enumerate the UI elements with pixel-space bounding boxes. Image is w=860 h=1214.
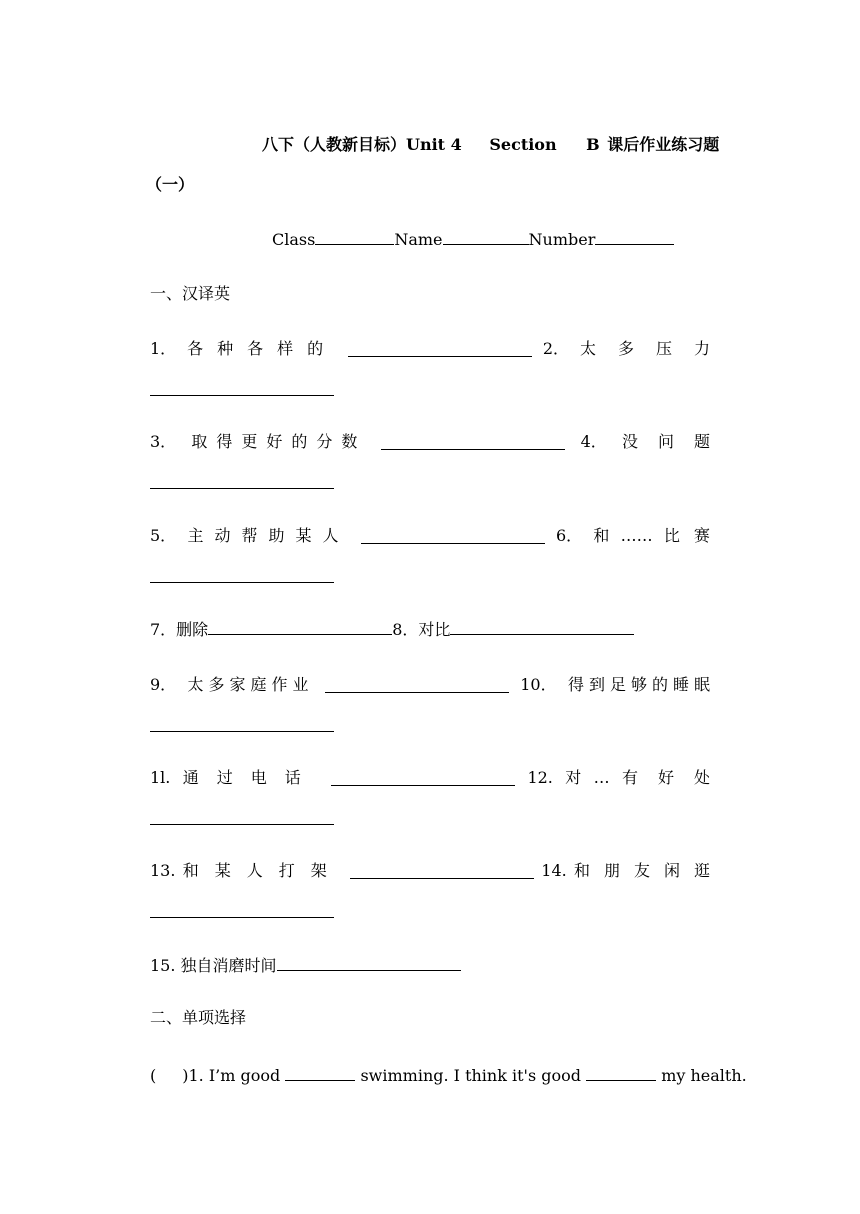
q5-answer-blank[interactable] xyxy=(361,527,545,544)
q5-number: 5． xyxy=(150,526,177,545)
q2-prompt: 太多压力 xyxy=(579,339,732,358)
q9-number: 9． xyxy=(150,675,177,694)
q6-prompt-b: …… xyxy=(620,526,653,545)
q6-answer-blank[interactable] xyxy=(150,582,334,583)
q2-answer-blank[interactable] xyxy=(150,395,334,396)
name-label: Name xyxy=(394,230,443,249)
q11-prompt: 通过电话 xyxy=(182,768,319,787)
q13-prompt: 和某人打架 xyxy=(182,861,343,880)
question-row-11-12 xyxy=(150,768,730,787)
document-title-line2: （一） xyxy=(146,175,195,194)
class-blank[interactable] xyxy=(315,230,394,245)
q10-prompt: 得到足够的睡眠 xyxy=(567,675,715,694)
number-label: Number xyxy=(528,230,596,249)
question-row-1-2 xyxy=(150,339,732,358)
q2-number: 2． xyxy=(542,339,570,358)
title-part-b: B xyxy=(586,135,600,154)
question-row-3-4 xyxy=(150,432,730,451)
section-heading-translation: 一、汉译英 xyxy=(150,284,231,303)
q8-prompt: 8．对比 xyxy=(392,620,451,639)
q15-answer-blank[interactable] xyxy=(277,956,461,971)
q4-answer-blank[interactable] xyxy=(150,488,334,489)
q3-number: 3． xyxy=(150,432,177,451)
q5-prompt: 主动帮助某人 xyxy=(187,526,350,545)
q6-prompt-c: 比赛 xyxy=(663,526,724,545)
document-title xyxy=(262,137,719,153)
q1-answer-blank[interactable] xyxy=(348,340,532,357)
q1-prompt: 各种各样的 xyxy=(187,339,338,358)
section-heading-multiple-choice: 二、单项选择 xyxy=(150,1008,247,1027)
q1-number: 1． xyxy=(150,339,177,358)
q13-number: 13. xyxy=(150,861,176,880)
q3-prompt: 取得更好的分数 xyxy=(191,432,367,451)
q13-answer-blank[interactable] xyxy=(350,862,534,879)
question-row-15 xyxy=(150,956,461,974)
question-row-7-8 xyxy=(150,620,634,638)
q10-number: 10． xyxy=(520,675,557,694)
q10-answer-blank[interactable] xyxy=(150,731,334,732)
question-row-13-14 xyxy=(150,861,724,880)
mc-q1-text-a: )1. I’m good xyxy=(182,1066,281,1085)
mc-q1-blank-1[interactable] xyxy=(285,1066,355,1081)
number-blank[interactable] xyxy=(595,230,674,245)
q7-answer-blank[interactable] xyxy=(208,620,392,635)
mc-q1-blank-2[interactable] xyxy=(586,1066,656,1081)
q11-answer-blank[interactable] xyxy=(331,769,515,786)
q15-prompt: 15. 独自消磨时间 xyxy=(150,956,277,975)
title-part-unit: 八下（人教新目标）Unit 4 xyxy=(262,135,462,154)
q12-prompt-b: … xyxy=(593,768,610,787)
mc-q1-text-c: my health. xyxy=(661,1066,747,1085)
question-row-5-6 xyxy=(150,526,724,545)
class-label: Class xyxy=(272,230,316,249)
q4-prompt: 没问题 xyxy=(621,432,730,451)
q6-prompt-a: 和 xyxy=(593,526,610,545)
mc-question-1 xyxy=(150,1066,747,1084)
mc-q1-text-b: swimming. I think it's good xyxy=(360,1066,581,1085)
name-blank[interactable] xyxy=(443,230,529,245)
q14-prompt: 和朋友闲逛 xyxy=(573,861,724,880)
q14-answer-blank[interactable] xyxy=(150,917,334,918)
q12-prompt-a: 对 xyxy=(565,768,582,787)
q9-answer-blank[interactable] xyxy=(325,676,509,693)
q14-number: 14. xyxy=(541,861,567,880)
q3-answer-blank[interactable] xyxy=(381,433,565,450)
q12-prompt-c: 有好处 xyxy=(621,768,730,787)
title-part-section: Section xyxy=(489,135,557,154)
q12-answer-blank[interactable] xyxy=(150,824,334,825)
q9-prompt: 太多家庭作业 xyxy=(187,675,314,694)
q7-prompt: 7．删除 xyxy=(150,620,209,639)
q11-number: 1l. xyxy=(150,768,171,787)
q6-number: 6． xyxy=(555,526,583,545)
q4-number: 4． xyxy=(580,432,607,451)
mc-q1-paren-open: ( xyxy=(150,1066,157,1085)
title-part-homework: 课后作业练习题 xyxy=(607,135,720,154)
question-row-9-10 xyxy=(150,675,715,694)
student-info-line xyxy=(272,230,674,248)
q8-answer-blank[interactable] xyxy=(450,620,634,635)
q12-number: 12. xyxy=(527,768,553,787)
